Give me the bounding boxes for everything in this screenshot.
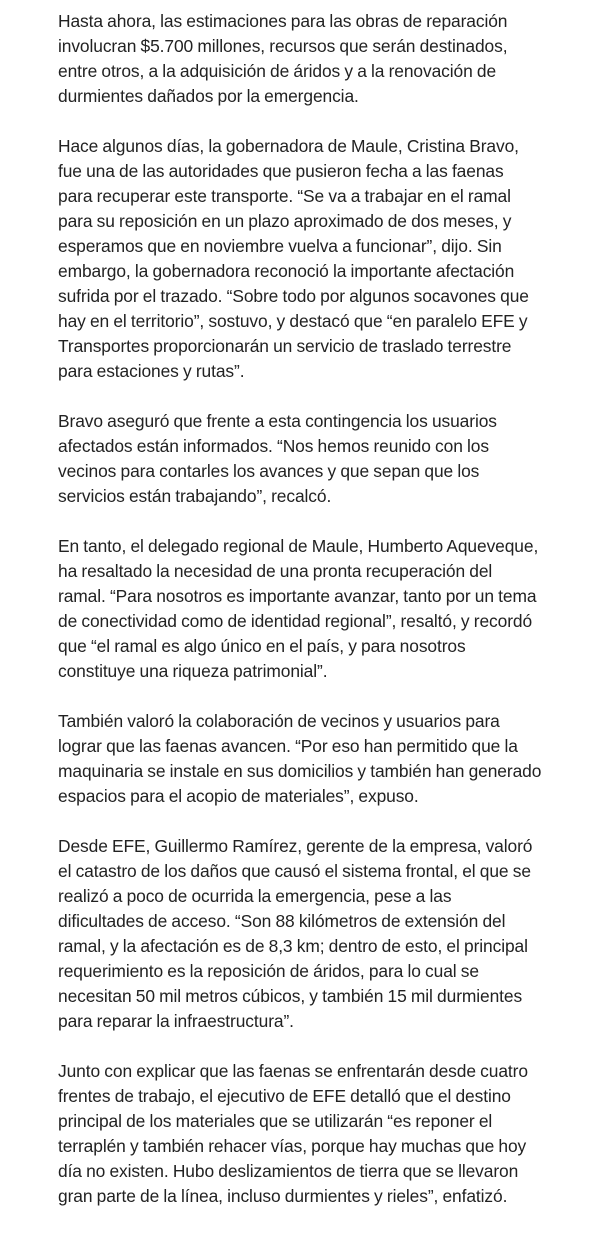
paragraph-line: Bravo aseguró que frente a esta contingencia los usuarios xyxy=(58,411,497,431)
paragraph-line: Transportes proporcionarán un servicio de traslado terrestre xyxy=(58,336,512,356)
paragraph-line: para estaciones y rutas”. xyxy=(58,361,245,381)
paragraph-line: Desde EFE, Guillermo Ramírez, gerente de la empresa, valoró xyxy=(58,836,533,856)
paragraph-line: dificultades de acceso. “Son 88 kilómetros de extensión del xyxy=(58,911,506,931)
paragraph-line: frentes de trabajo, el ejecutivo de EFE detalló que el destino xyxy=(58,1086,511,1106)
paragraph-line: ramal, y la afectación es de 8,3 km; dentro de esto, el principal xyxy=(58,936,528,956)
paragraph-line: terraplén y también rehacer vías, porque hay muchas que hoy xyxy=(58,1136,527,1156)
paragraph-line: requerimiento es la reposición de áridos, para lo cual se xyxy=(58,961,479,981)
paragraph-line: También valoró la colaboración de vecinos y usuarios para xyxy=(58,711,500,731)
paragraph-line: esperamos que en noviembre vuelva a funcionar”, dijo. Sin xyxy=(58,236,502,256)
paragraph-line: involucran $5.700 millones, recursos que serán destinados, xyxy=(58,36,508,56)
paragraph-line: entre otros, a la adquisición de áridos y a la renovación de xyxy=(58,61,497,81)
paragraph-line: fue una de las autoridades que pusieron fecha a las faenas xyxy=(58,161,504,181)
paragraph-6 xyxy=(58,834,610,1034)
paragraph-line: realizó a poco de ocurrida la emergencia, pese a las xyxy=(58,886,452,906)
paragraph-line: embargo, la gobernadora reconoció la importante afectación xyxy=(58,261,515,281)
paragraph-line: En tanto, el delegado regional de Maule, Humberto Aqueveque, xyxy=(58,536,539,556)
paragraph-line: maquinaria se instale en sus domicilios y también han generado xyxy=(58,761,542,781)
paragraph-line: hay en el territorio”, sostuvo, y destacó que “en paralelo EFE y xyxy=(58,311,528,331)
paragraph-1 xyxy=(58,9,610,109)
paragraph-line: servicios están trabajando”, recalcó. xyxy=(58,486,332,506)
paragraph-4 xyxy=(58,534,610,684)
paragraph-3 xyxy=(58,409,610,509)
paragraph-line: ramal. “Para nosotros es importante avanzar, tanto por un tema xyxy=(58,586,537,606)
paragraph-line: para su reposición en un plazo aproximado de dos meses, y xyxy=(58,211,512,231)
paragraph-line: de conectividad como de identidad regional”, resaltó, y recordó xyxy=(58,611,533,631)
paragraph-line: constituye una riqueza patrimonial”. xyxy=(58,661,328,681)
paragraph-7 xyxy=(58,1059,610,1209)
paragraph-line: lograr que las faenas avancen. “Por eso han permitido que la xyxy=(58,736,518,756)
paragraph-line: que “el ramal es algo único en el país, y para nosotros xyxy=(58,636,466,656)
paragraph-line: Hace algunos días, la gobernadora de Maule, Cristina Bravo, xyxy=(58,136,519,156)
paragraph-line: para reparar la infraestructura”. xyxy=(58,1011,294,1031)
paragraph-line: gran parte de la línea, incluso durmientes y rieles”, enfatizó. xyxy=(58,1186,508,1206)
paragraph-line: ha resaltado la necesidad de una pronta recuperación del xyxy=(58,561,493,581)
paragraph-line: día no existen. Hubo deslizamientos de tierra que se llevaron xyxy=(58,1161,519,1181)
paragraph-line: principal de los materiales que se utilizarán “es reponer el xyxy=(58,1111,493,1131)
paragraph-2 xyxy=(58,134,610,384)
paragraph-line: el catastro de los daños que causó el sistema frontal, el que se xyxy=(58,861,531,881)
paragraph-line: espacios para el acopio de materiales”, expuso. xyxy=(58,786,419,806)
paragraph-line: Junto con explicar que las faenas se enfrentarán desde cuatro xyxy=(58,1061,528,1081)
paragraph-line: necesitan 50 mil metros cúbicos, y también 15 mil durmientes xyxy=(58,986,523,1006)
paragraph-line: Hasta ahora, las estimaciones para las obras de reparación xyxy=(58,11,508,31)
paragraph-line: afectados están informados. “Nos hemos reunido con los xyxy=(58,436,489,456)
paragraph-5 xyxy=(58,709,610,809)
paragraph-line: vecinos para contarles los avances y que sepan que los xyxy=(58,461,480,481)
paragraph-line: sufrida por el trazado. “Sobre todo por algunos socavones que xyxy=(58,286,529,306)
paragraph-line: durmientes dañados por la emergencia. xyxy=(58,86,359,106)
paragraph-line: para recuperar este transporte. “Se va a trabajar en el ramal xyxy=(58,186,511,206)
